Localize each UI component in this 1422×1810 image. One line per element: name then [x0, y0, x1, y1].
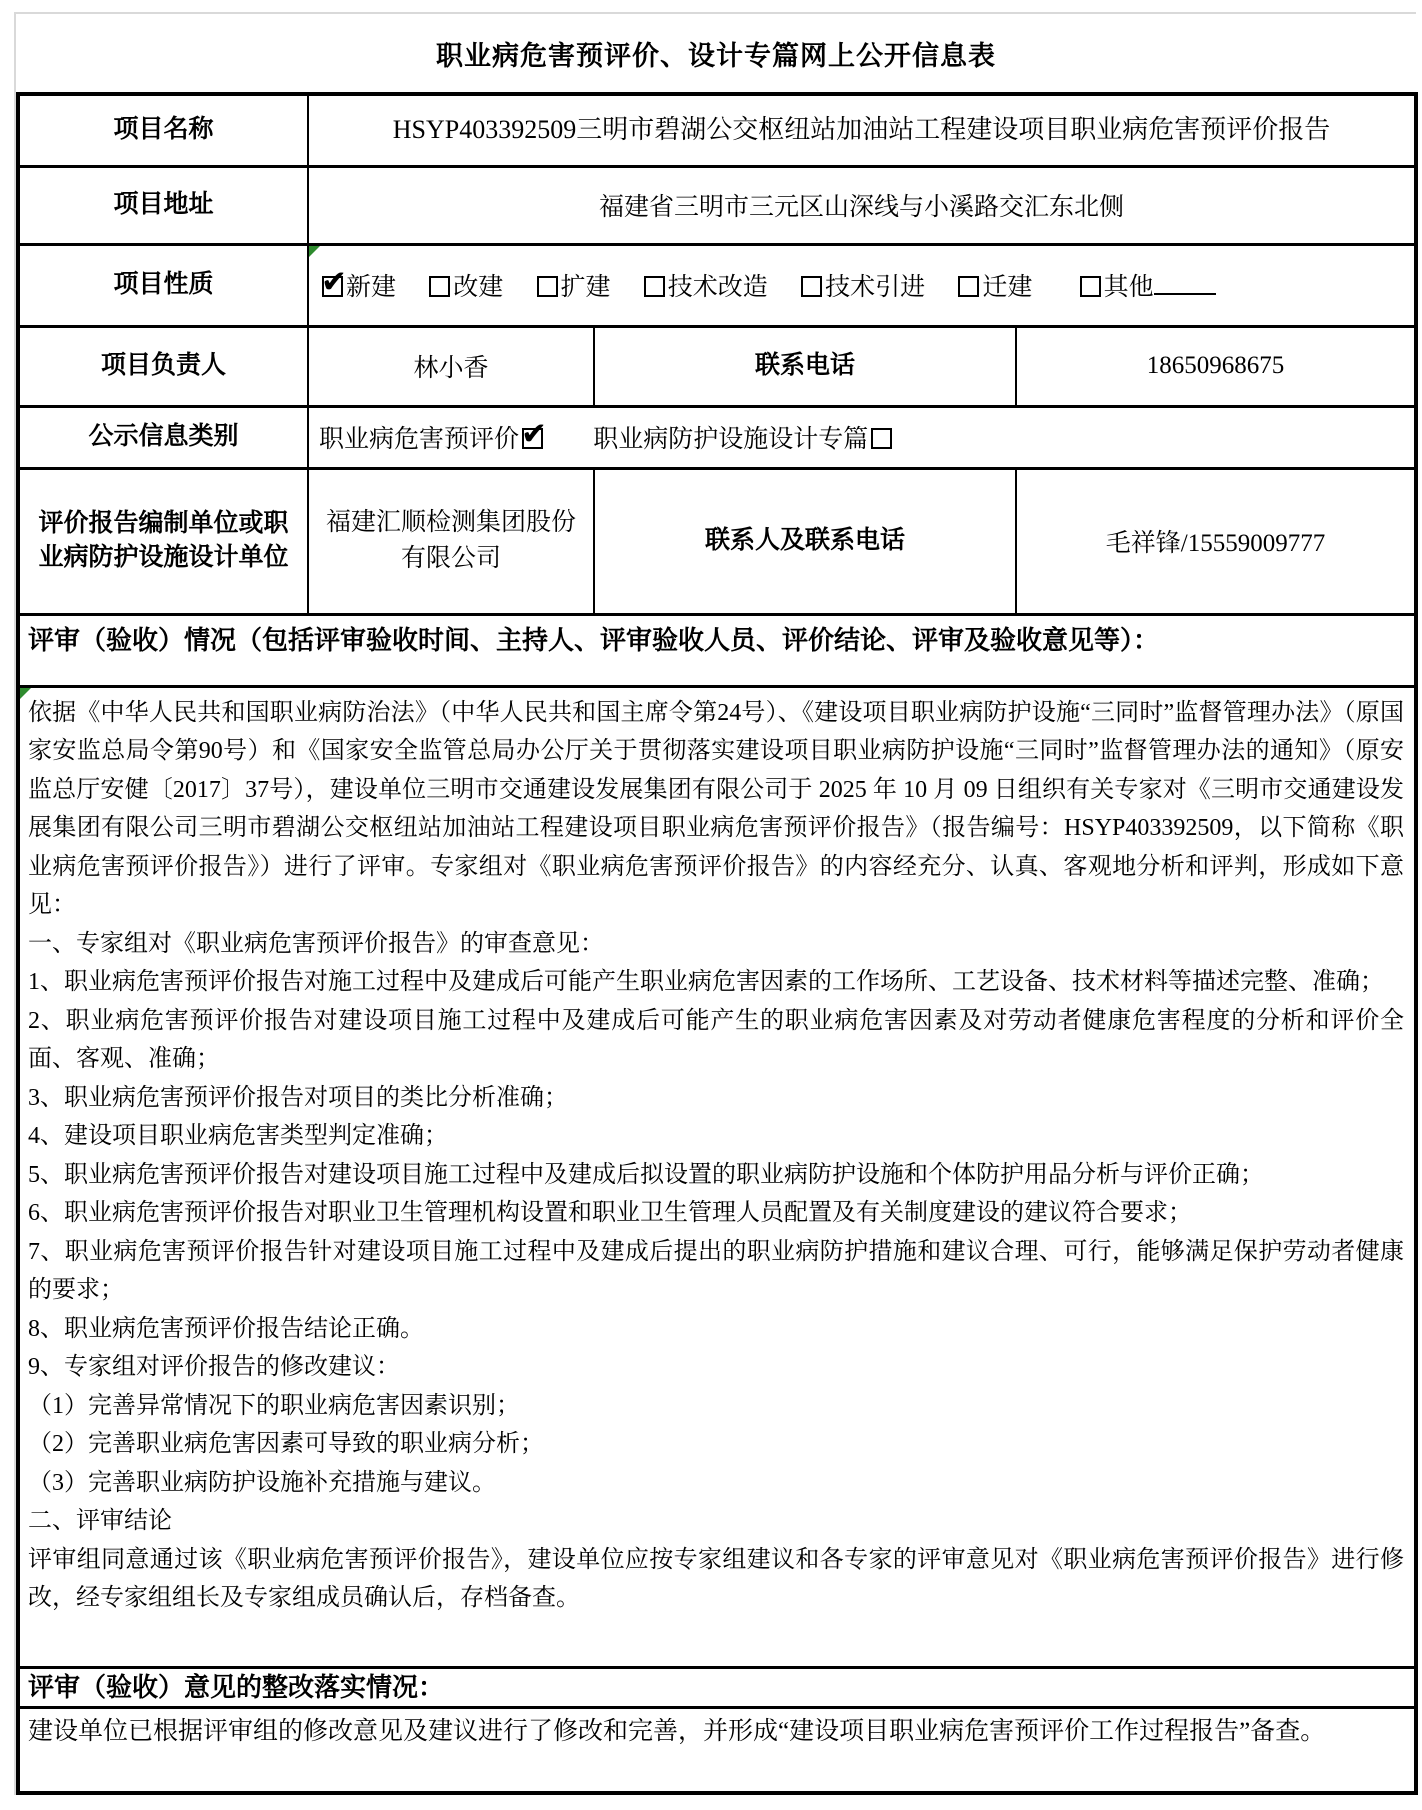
row-review-body: [18, 686, 1416, 1667]
checkbox-icon[interactable]: [801, 276, 822, 297]
row-project-nature: [18, 244, 1416, 326]
review-paragraph: （3）完善职业病防护设施补充措施与建议。: [28, 1469, 496, 1496]
review-paragraph: 6、职业病危害预评价报告对职业卫生管理机构设置和职业卫生管理人员配置及有关制度建设的建议符合要求；: [28, 1200, 1192, 1226]
nature-option-tech-import: 技术引进: [801, 274, 925, 301]
row-report-org: [18, 468, 1416, 614]
review-paragraph: 1、职业病危害预评价报告对施工过程中及建成后可能产生职业病危害因素的工作场所、工艺设备、技术材料等描述完整、准确；: [28, 969, 1384, 995]
review-paragraph: 9、专家组对评价报告的修改建议：: [28, 1354, 400, 1380]
checkbox-icon[interactable]: [429, 276, 450, 297]
nature-option-other: 其他: [1080, 274, 1216, 301]
project-leader-value: 林小香: [308, 326, 594, 406]
review-paragraph: 评审组同意通过该《职业病危害预评价报告》，建设单位应按专家组建议和各专家的评审意见对《职业病危害预评价报告》进行修改，经专家组组长及专家组成员确认后，存档备查。: [28, 1546, 1404, 1611]
pubtype-option-preevaluation: 职业病危害预评价 ✔: [319, 426, 543, 453]
project-name-label: 项目名称: [18, 94, 308, 166]
page-title: 职业病危害预评价、设计专篇网上公开信息表: [436, 40, 996, 71]
row-rectification-header: [18, 1667, 1416, 1707]
nature-option-relocate: 迁建: [958, 274, 1032, 301]
project-address-label: 项目地址: [18, 166, 308, 244]
review-paragraph: 二、评审结论: [28, 1508, 172, 1534]
review-paragraph: 8、职业病危害预评价报告结论正确。: [28, 1315, 424, 1342]
review-paragraph: 7、职业病危害预评价报告针对建设项目施工过程中及建成后提出的职业病防护措施和建议合理、可行，能够满足保护劳动者健康的要求；: [28, 1238, 1404, 1303]
checkbox-icon[interactable]: [871, 428, 892, 449]
contact-phone-label: 联系电话: [594, 326, 1016, 406]
checkbox-icon[interactable]: [322, 276, 343, 297]
review-paragraph: 4、建设项目职业病危害类型判定准确；: [28, 1123, 448, 1149]
rectification-content: 建设单位已根据评审组的修改意见及建议进行了修改和完善，并形成“建设项目职业病危害预评价工作过程报告”备查。: [18, 1707, 1416, 1793]
review-paragraph: 2、职业病危害预评价报告对建设项目施工过程中及建成后可能产生的职业病危害因素及对劳动者健康危害程度的分析和评价全面、客观、准确；: [28, 1007, 1404, 1072]
checkbox-icon[interactable]: [644, 276, 665, 297]
project-name-value: HSYP403392509三明市碧湖公交枢纽站加油站工程建设项目职业病危害预评价报告: [308, 94, 1416, 166]
review-paragraph: （2）完善职业病危害因素可导致的职业病分析；: [28, 1431, 544, 1457]
nature-option-expand: 扩建: [537, 274, 611, 301]
public-info-type-label: 公示信息类别: [18, 406, 308, 468]
nature-option-rebuild: 改建: [429, 274, 503, 301]
row-project-leader: [18, 326, 1416, 406]
info-table: [16, 92, 1418, 1795]
row-project-address: [18, 166, 1416, 244]
cell-flag-triangle-icon: [20, 688, 31, 699]
public-info-type-options: [308, 406, 1416, 468]
pubtype-option-design-chapter: 职业病防护设施设计专篇: [593, 426, 892, 453]
row-rectification-body: [18, 1707, 1416, 1793]
row-public-info-type: [18, 406, 1416, 468]
review-section-body: [18, 686, 1416, 1667]
checkbox-icon[interactable]: [958, 276, 979, 297]
other-blank-line: [1154, 273, 1216, 295]
nature-option-new: ✔ 新建: [322, 274, 396, 301]
org-contact-value: 毛祥锋/15559009777: [1016, 468, 1416, 614]
checkbox-icon[interactable]: [522, 428, 543, 449]
project-nature-label: 项目性质: [18, 244, 308, 326]
spreadsheet-page: [14, 12, 1416, 1795]
contact-phone-value: 18650968675: [1016, 326, 1416, 406]
row-review-header: [18, 614, 1416, 686]
nature-option-tech-upgrade: 技术改造: [644, 274, 768, 301]
report-org-value: 福建汇顺检测集团股份有限公司: [308, 468, 594, 614]
review-section-header: 评审（验收）情况（包括评审验收时间、主持人、评审验收人员、评价结论、评审及验收意见等）：: [18, 614, 1416, 686]
checkbox-icon[interactable]: [1080, 276, 1101, 297]
review-paragraph: 5、职业病危害预评价报告对建设项目施工过程中及建成后拟设置的职业病防护设施和个体防护用品分析与评价正确；: [28, 1161, 1264, 1188]
review-paragraph: 一、专家组对《职业病危害预评价报告》的审查意见：: [28, 930, 604, 957]
review-paragraph: （1）完善异常情况下的职业病危害因素识别；: [28, 1392, 520, 1419]
project-leader-label: 项目负责人: [18, 326, 308, 406]
cell-flag-triangle-icon: [309, 246, 320, 257]
checkbox-icon[interactable]: [537, 276, 558, 297]
report-org-label: 评价报告编制单位或职业病防护设施设计单位: [18, 468, 308, 614]
review-paragraph: 3、职业病危害预评价报告对项目的类比分析准确；: [28, 1084, 568, 1111]
project-nature-options: [308, 244, 1416, 326]
rectification-header: 评审（验收）意见的整改落实情况：: [18, 1667, 1416, 1707]
row-project-name: [18, 94, 1416, 166]
project-address-value: 福建省三明市三元区山深线与小溪路交汇东北侧: [308, 166, 1416, 244]
org-contact-label: 联系人及联系电话: [594, 468, 1016, 614]
review-paragraph: 依据《中华人民共和国职业病防治法》（中华人民共和国主席令第24号）、《建设项目职业病防护设施“三同时”监督管理办法》（原国家安监总局令第90号）和《国家安全监管总局办公厅关于贯彻落实建设项目职业病防护设施“三同时”监督管理办法的通知》（原安监总厅安健〔2017〕37号），建设单位三明市交通建设发展集团有限公司于 2025 年 10 月 09 日组织有关专家对《三明市交通建设发展集团有限公司三明市碧湖公交枢纽站加油站工程建设项目职业病危害预评价报告》（报告编号：HSYP403392509，以下简称《职业病危害预评价报告》）进行了评审。专家组对《职业病危害预评价报告》的内容经充分、认真、客观地分析和评判，形成如下意见：: [28, 699, 1404, 918]
